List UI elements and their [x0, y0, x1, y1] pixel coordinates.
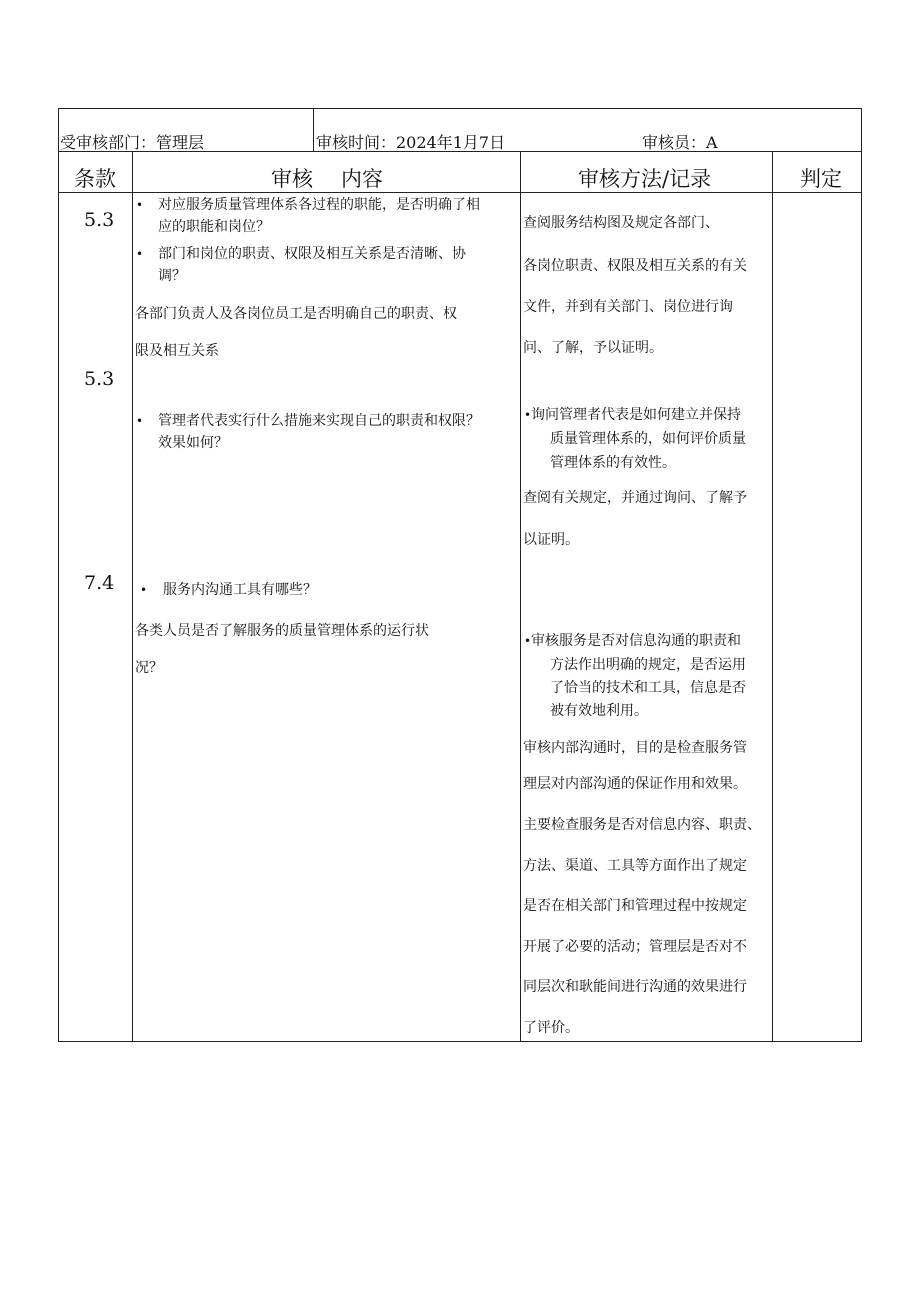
bullet-icon: • [136, 198, 144, 212]
bullet-icon: • [524, 634, 532, 648]
clause-number: 5.3 [84, 368, 115, 390]
table-border-bottom [58, 1041, 862, 1042]
auditor: 审核员：A [642, 133, 718, 152]
method-text: 文件，并到有关部门、岗位进行询 [523, 299, 733, 315]
content-question: 管理者代表实行什么措施来实现自己的职责和权限？ [158, 413, 480, 429]
content-question: 应的职能和岗位？ [158, 219, 270, 235]
method-text: 询问管理者代表是如何建立并保持 [531, 407, 741, 423]
method-text: 是否在相关部门和管理过程中按规定 [523, 898, 747, 914]
bullet-icon: • [524, 408, 532, 422]
column-header-clause: 条款 [74, 167, 116, 191]
content-question: 部门和岗位的职责、权限及相互关系是否清晰、协 [158, 246, 466, 262]
method-text: 问、了解，予以证明。 [523, 340, 663, 356]
method-text: 以证明。 [523, 532, 579, 548]
bullet-icon: • [136, 414, 144, 428]
content-question: 调？ [158, 268, 186, 284]
method-text: 查阅有关规定，并通过询问、了解予 [523, 490, 747, 506]
column-divider-clause [132, 151, 133, 1042]
audited-department: 受审核部门：管理层 [60, 133, 205, 152]
method-text: 开展了必要的活动；管理层是否对不 [523, 939, 747, 955]
content-paragraph: 限及相互关系 [135, 343, 219, 359]
method-text: 各岗位职责、权限及相互关系的有关 [523, 258, 747, 274]
method-text: 理层对内部沟通的保证作用和效果。 [523, 776, 747, 792]
clause-number: 5.3 [84, 209, 115, 231]
bullet-icon: • [136, 247, 144, 261]
method-text: 质量管理体系的，如何评价质量 [550, 431, 746, 447]
column-header-content-b: 内容 [341, 167, 383, 191]
column-header-content-a: 审核 [271, 167, 313, 191]
method-text: 管理体系的有效性。 [550, 455, 676, 471]
content-question: 效果如何？ [158, 435, 228, 451]
method-text: 了恰当的技术和工具，信息是否 [550, 680, 746, 696]
column-divider-content [520, 151, 521, 1042]
column-header-judgement: 判定 [800, 167, 842, 191]
method-text: 同层次和耿能间进行沟通的效果进行 [523, 979, 747, 995]
method-text: 主要检查服务是否对信息内容、职责、 [523, 817, 761, 833]
method-text: 方法、渠道、工具等方面作出了规定 [523, 858, 747, 874]
content-question: 对应服务质量管理体系各过程的职能，是否明确了相 [158, 197, 480, 213]
method-text: 审核内部沟通时，目的是检查服务管 [523, 740, 747, 756]
header-divider [313, 108, 314, 152]
method-text: 查阅服务结构图及规定各部门、 [523, 215, 719, 231]
content-paragraph: 况？ [135, 660, 163, 676]
method-text: 被有效地利用。 [550, 703, 648, 719]
table-border-columns [58, 192, 862, 193]
content-paragraph: 各类人员是否了解服务的质量管理体系的运行状 [135, 623, 429, 639]
clause-number: 7.4 [84, 572, 115, 594]
audit-time: 审核时间：2024年1月7日 [316, 133, 506, 152]
content-paragraph: 各部门负责人及各岗位员工是否明确自己的职责、权 [135, 306, 457, 322]
method-text: 方法作出明确的规定，是否运用 [550, 657, 746, 673]
bullet-icon: • [140, 583, 148, 597]
table-border-top [58, 108, 862, 109]
column-divider-method [772, 151, 773, 1042]
table-border-left [58, 108, 59, 1042]
method-text: 了评价。 [523, 1020, 579, 1036]
content-question: 服务内沟通工具有哪些？ [163, 582, 317, 598]
method-text: 审核服务是否对信息沟通的职责和 [531, 633, 741, 649]
column-header-method: 审核方法/记录 [578, 167, 712, 191]
table-border-right [861, 108, 862, 1042]
